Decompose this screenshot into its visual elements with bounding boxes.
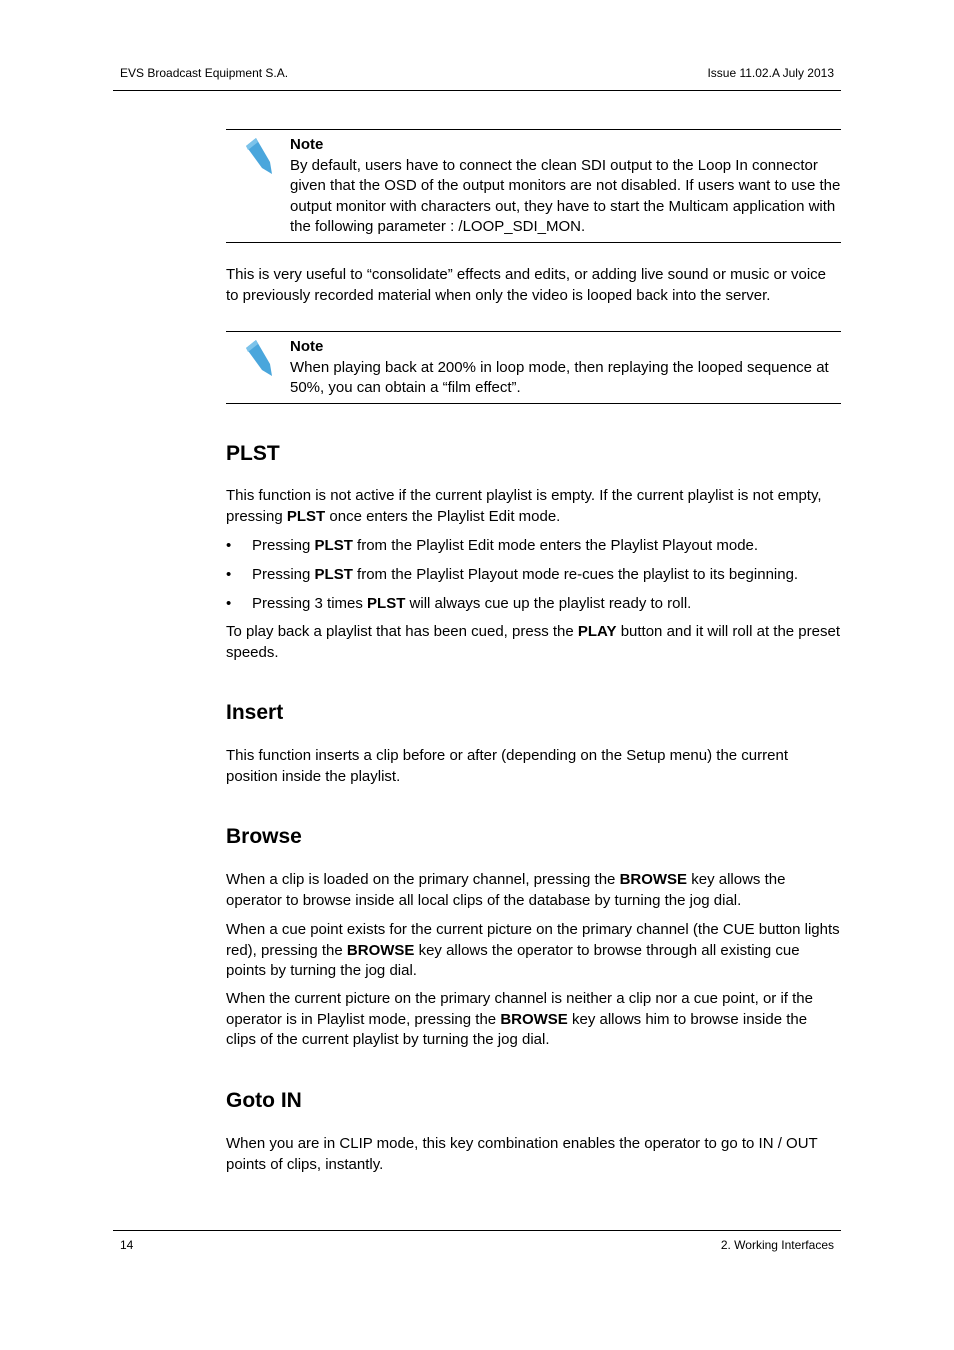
- paragraph: This function is not active if the current playlist is empty. If the current playlist is not empty, pressing PLST once enters the Playlist Edit mode.: [226, 487, 822, 525]
- page-number: 14: [120, 1238, 134, 1252]
- section-heading-browse: Browse: [226, 825, 302, 848]
- footer-divider: [113, 1230, 841, 1231]
- paragraph: This function inserts a clip before or after (depending on the Setup menu) the current position inside the playlist.: [226, 747, 788, 785]
- note-title: Note: [290, 136, 324, 153]
- header-divider: [113, 90, 841, 91]
- note-box: [226, 331, 841, 404]
- section-heading-plst: PLST: [226, 442, 280, 465]
- paragraph: To play back a playlist that has been cued, press the PLAY button and it will roll at the preset speeds.: [226, 623, 840, 661]
- paragraph: When a cue point exists for the current picture on the primary channel (the CUE button lights red), pressing the BROWSE key allows the operator to browse through all existing cue points by turning the jog dial.: [226, 921, 840, 979]
- section-heading-goto-in: Goto IN: [226, 1089, 302, 1112]
- company-name: EVS Broadcast Equipment S.A.: [120, 66, 289, 80]
- note-box: [226, 129, 841, 243]
- paragraph: When a clip is loaded on the primary channel, pressing the BROWSE key allows the operator to browse inside all local clips of the database by turning the jog dial.: [226, 871, 786, 909]
- note-text: When playing back at 200% in loop mode, then replaying the looped sequence at 50%, you can obtain a “film effect”.: [290, 358, 829, 396]
- bullet-icon: •: [226, 537, 232, 554]
- paragraph: When you are in CLIP mode, this key combination enables the operator to go to IN / OUT points of clips, instantly.: [226, 1135, 818, 1173]
- paragraph: This is very useful to “consolidate” effects and edits, or adding live sound or music or voice to previously recorded material when only the video is looped back into the server.: [226, 266, 827, 304]
- paragraph: When the current picture on the primary channel is neither a clip nor a cue point, or if the operator is in Playlist mode, pressing the BROWSE key allows him to browse inside the clips of the current playlist by turning the jog dial.: [226, 990, 813, 1048]
- issue-info: Issue 11.02.A July 2013: [707, 66, 834, 80]
- note-title: Note: [290, 338, 324, 355]
- bullet-icon: •: [226, 595, 232, 612]
- bullet-icon: •: [226, 566, 232, 583]
- section-heading-insert: Insert: [226, 701, 284, 724]
- pencil-icon: [244, 136, 274, 176]
- note-text: By default, users have to connect the clean SDI output to the Loop In connector given that the OSD of the output monitors are not disabled. If users want to use the output monitor with characters out, they have to start the Multicam application with the following parameter : /LOOP_SDI_MON.: [290, 156, 841, 235]
- pencil-icon: [244, 338, 274, 378]
- chapter-title: 2. Working Interfaces: [720, 1238, 834, 1252]
